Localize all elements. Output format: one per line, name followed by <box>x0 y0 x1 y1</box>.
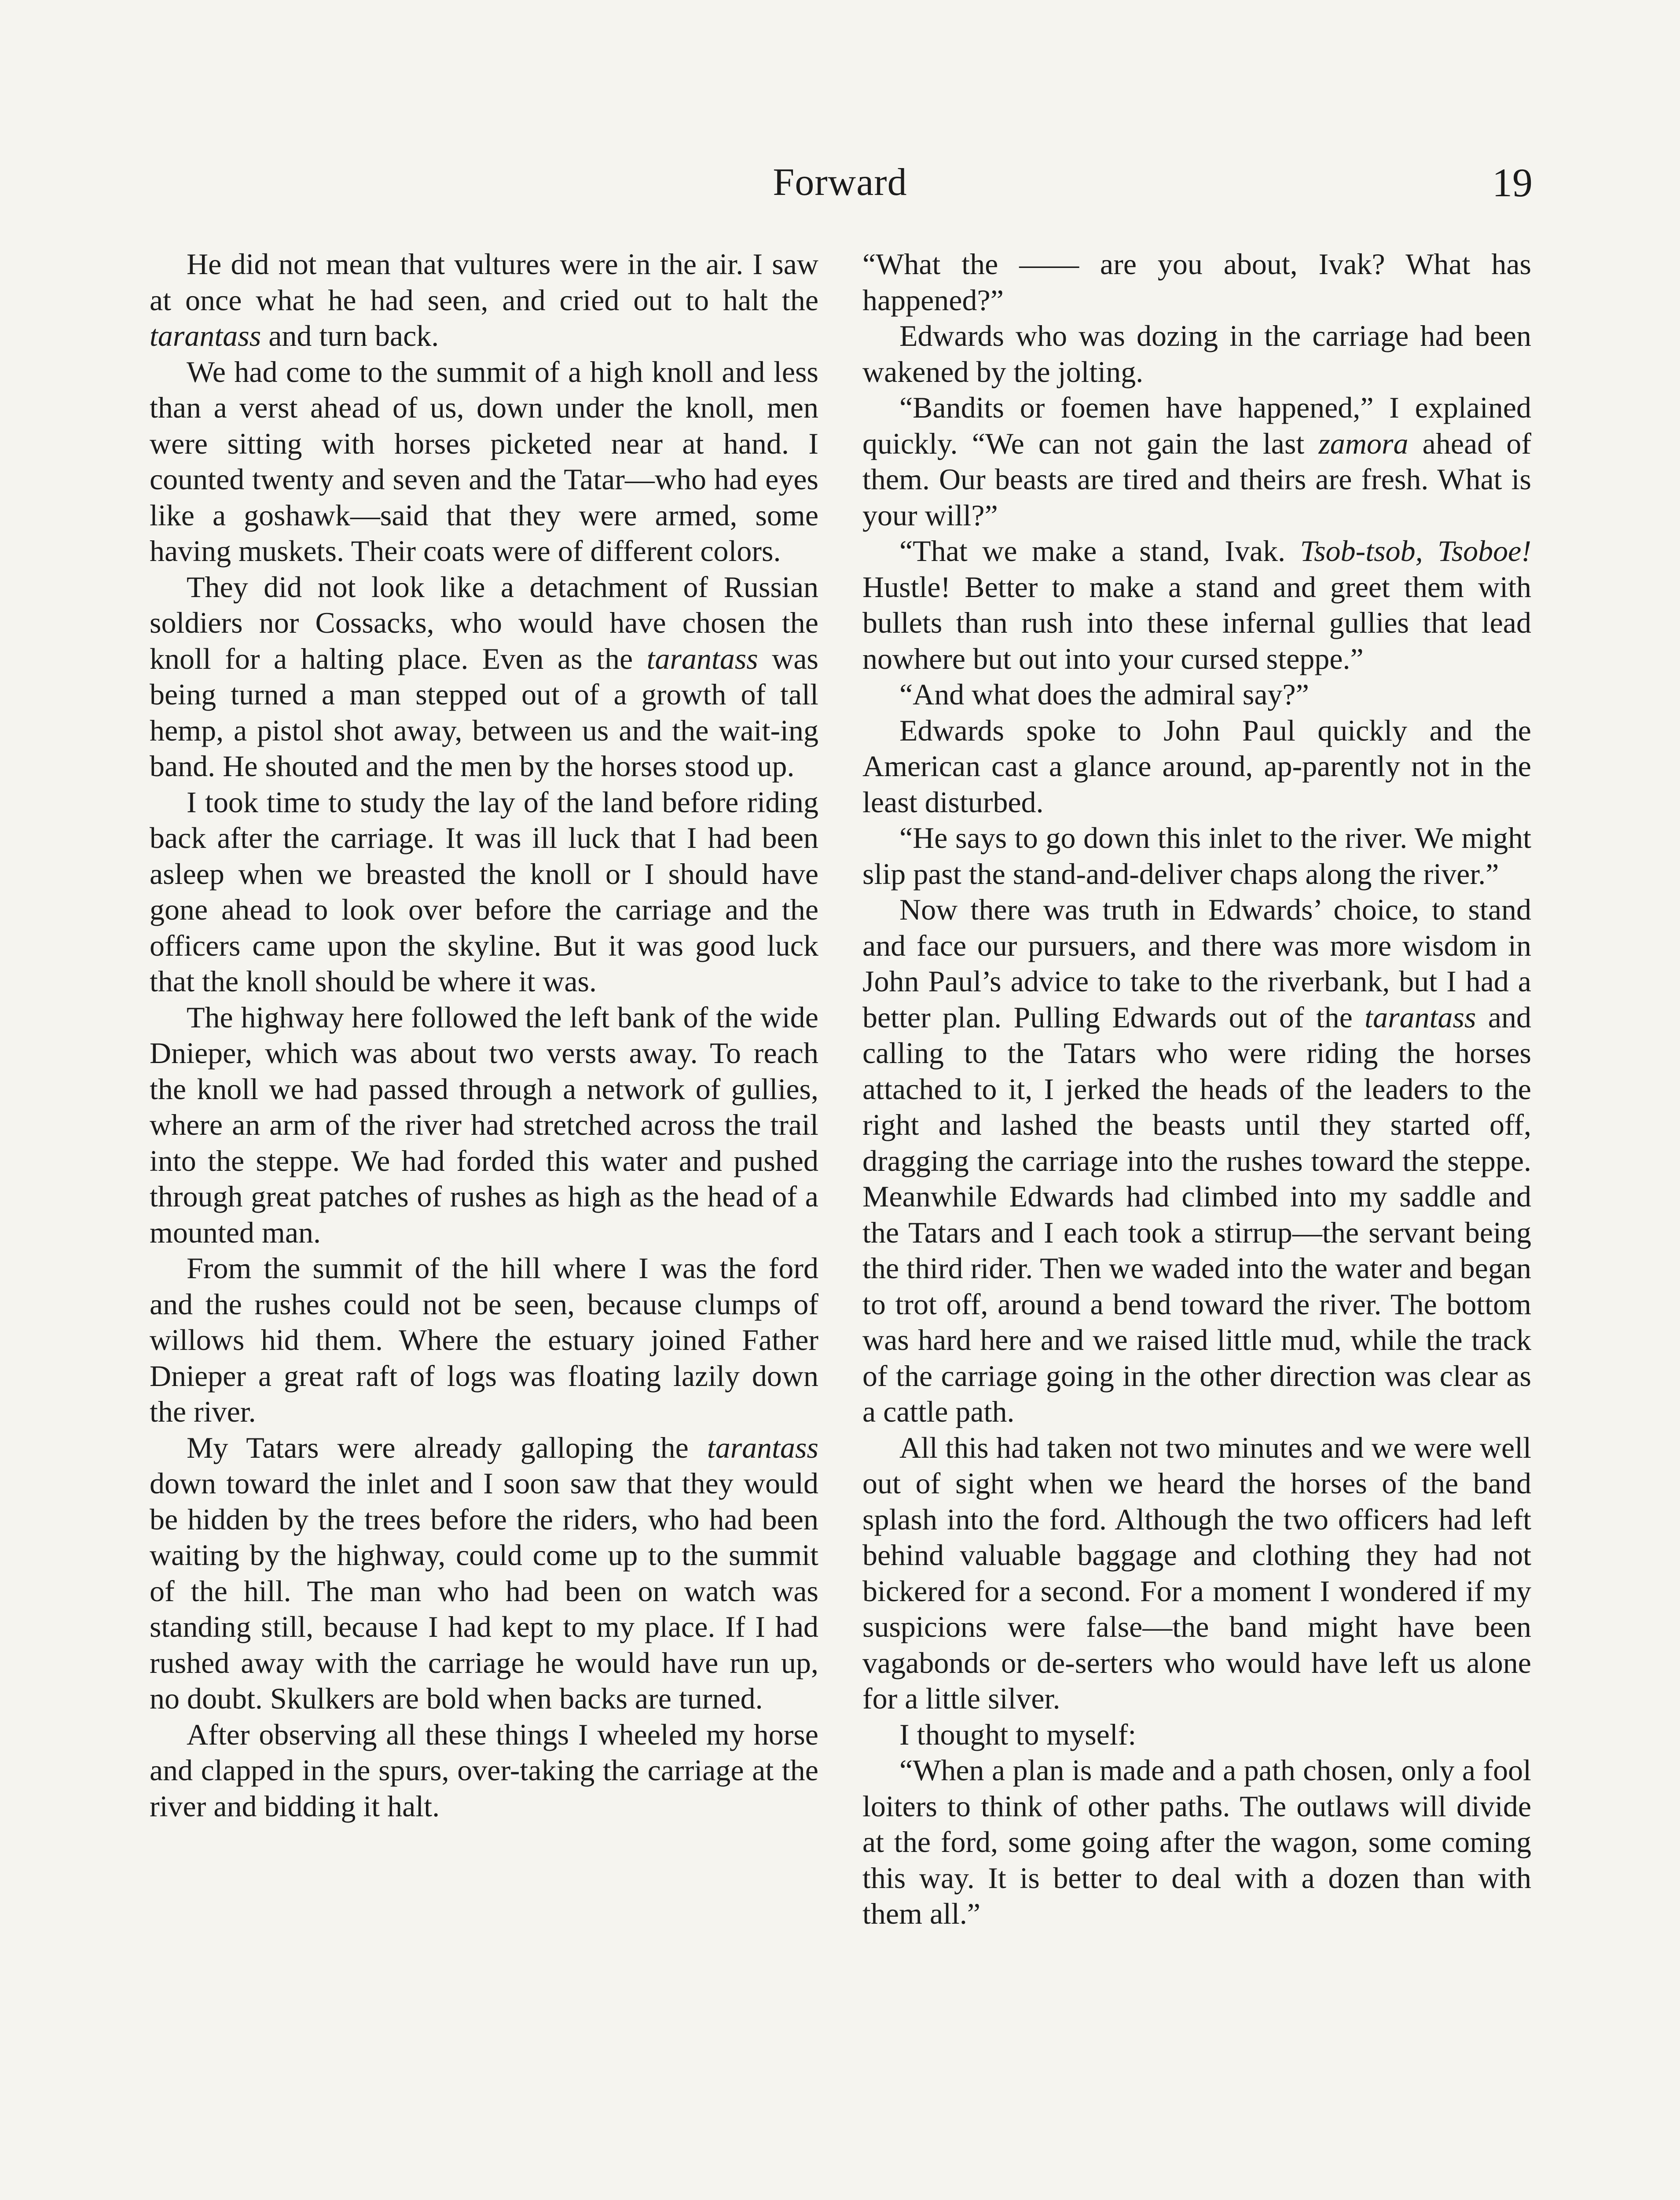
paragraph: “What the —— are you about, Ivak? What has happened?” <box>862 247 1531 317</box>
paragraph: “When a plan is made and a path chosen, only a fool loiters to think of other paths. The outlaws will divide at the ford, some going after the wagon, some coming this way. It is better to deal with a dozen than with them all.” <box>862 1753 1531 1930</box>
paragraph: Now there was truth in Edwards’ choice, to stand and face our pursuers, and there was more wisdom in John Paul’s advice to take to the riverbank, but I had a better plan. Pulling Edwards out of the tarantass and calling to the Tatars who were riding the horses attached to it, I jerked the heads of the leaders to the right and lashed the beasts until they started off, dragging the carriage into the rushes toward the steppe. Meanwhile Edwards had climbed into my saddle and the Tatars and I each took a stirrup—the servant being the third rider. Then we waded into the water and began to trot off, around a bend toward the river. The bottom was hard here and we raised little mud, while the track of the carriage going in the other direction was clear as a cattle path. <box>862 893 1531 1428</box>
paragraph: We had come to the summit of a high knoll and less than a verst ahead of us, down under the knoll, men were sitting with horses picketed near at hand. I counted twenty and seven and the Tatar—who had eyes like a goshawk—said that they were armed, some having muskets. Their coats were of different colors. <box>150 355 818 568</box>
paragraph: I took time to study the lay of the land before riding back after the carriage. It was ill luck that I had been asleep when we breasted the knoll or I should have gone ahead to look over before the carriage and the officers came upon the skyline. But it was good luck that the knoll should be where it was. <box>150 785 818 998</box>
text-column-right <box>862 246 1531 2200</box>
paragraph: I thought to myself: <box>899 1717 1137 1751</box>
paragraph: He did not mean that vultures were in the air. I saw at once what he had seen, and cried out to halt the tarantass and turn back. <box>150 247 818 352</box>
page-header <box>0 150 1680 216</box>
running-title: Forward <box>773 161 907 204</box>
paragraph: After observing all these things I wheeled my horse and clapped in the spurs, over-taking the carriage at the river and bidding it halt. <box>150 1717 818 1823</box>
paragraph: They did not look like a detachment of Russian soldiers nor Cossacks, who would have chosen the knoll for a halting place. Even as the tarantass was being turned a man stepped out of a growth of tall hemp, a pistol shot away, between us and the wait-ing band. He shouted and the men by the horses stood up. <box>150 570 818 783</box>
page-number: 19 <box>1492 160 1533 205</box>
text-column-left <box>150 246 818 2200</box>
paragraph: Edwards who was dozing in the carriage had been wakened by the jolting. <box>862 319 1531 389</box>
paragraph: From the summit of the hill where I was the ford and the rushes could not be seen, because clumps of willows hid them. Where the estuary joined Father Dnieper a great raft of logs was floating lazily down the river. <box>150 1251 818 1428</box>
paragraph: My Tatars were already galloping the tarantass down toward the inlet and I soon saw that they would be hidden by the trees before the riders, who had been waiting by the highway, could come up to the summit of the hill. The man who had been on watch was standing still, because I had kept to my place. If I had rushed away with the carriage he would have run up, no doubt. Skulkers are bold when backs are turned. <box>150 1430 818 1715</box>
paragraph: “That we make a stand, Ivak. Tsob-tsob, Tsoboe! Hustle! Better to make a stand and greet them with bullets than rush into these infernal gullies that lead nowhere but out into your cursed steppe.” <box>862 534 1531 675</box>
paragraph: The highway here followed the left bank of the wide Dnieper, which was about two versts away. To reach the knoll we had passed through a network of gullies, where an arm of the river had stretched across the trail into the steppe. We had forded this water and pushed through great patches of rushes as high as the head of a mounted man. <box>150 1000 818 1249</box>
paragraph: All this had taken not two minutes and we were well out of sight when we heard the horses of the band splash into the ford. Although the two officers had left behind valuable baggage and clothing they had not bickered for a second. For a moment I wondered if my suspicions were false—the band might have been vagabonds or de-serters who would have left us alone for a little silver. <box>862 1430 1531 1715</box>
paragraph: “Bandits or foemen have happened,” I explained quickly. “We can not gain the last zamora ahead of them. Our beasts are tired and theirs are fresh. What is your will?” <box>862 391 1531 532</box>
paragraph: Edwards spoke to John Paul quickly and the American cast a glance around, ap-parently not in the least disturbed. <box>862 713 1531 819</box>
paragraph: “And what does the admiral say?” <box>899 678 1309 711</box>
paragraph: “He says to go down this inlet to the river. We might slip past the stand-and-deliver chaps along the river.” <box>862 821 1531 891</box>
